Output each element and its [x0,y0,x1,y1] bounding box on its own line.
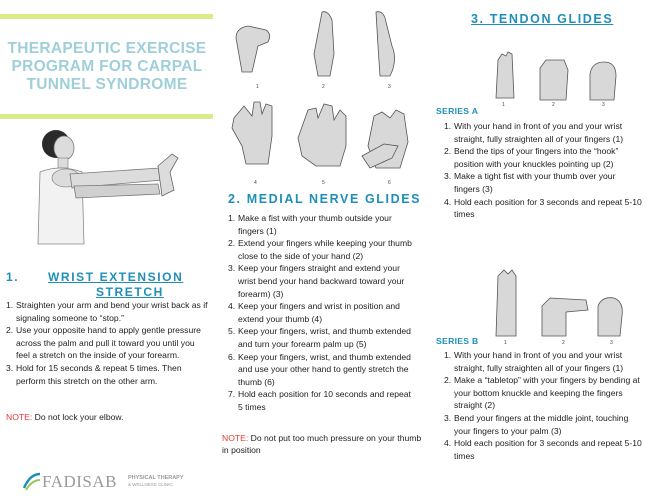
wrist-stretch-illustration [20,124,200,264]
logo-line1: PHYSICAL THERAPY [128,475,184,481]
logo-line2: & WELLNESS CLINIC [128,482,173,487]
image-label: 3 [602,102,605,108]
image-label: 2 [322,84,325,90]
hand-straight-icon [314,12,334,76]
image-label: 6 [388,180,391,186]
image-label: 3 [610,340,613,346]
list-item: 3. Make a tight fist with your thumb over your fingers (3) [444,171,616,194]
list-item: 1. Make a fist with your thumb outside your fingers (1) [228,213,392,236]
clinic-logo [20,470,210,494]
image-label: 3 [388,84,391,90]
hand-straight-icon [496,270,516,336]
series-b-steps [444,349,642,462]
image-label: 4 [254,180,257,186]
hand-thumb-extended-icon [232,102,272,164]
section1-number: 1. [6,270,20,284]
section2-note [222,432,422,456]
note-text: Do not lock your elbow. [34,412,124,422]
series-a-steps [444,120,642,221]
section1-note [6,411,211,423]
section1-steps [6,299,210,387]
series-b-label: SERIES B [436,336,479,346]
hand-curl-icon [598,298,622,336]
list-item: 3. Keep your fingers straight and extend your wrist bend your hand backward toward your forearm) (3) [228,263,405,299]
list-item: 7. Hold each position for 10 seconds and repeat 5 times [228,389,411,412]
hand-hook-icon [540,60,568,100]
hand-wrist-extended-icon [376,12,395,76]
image-label: 2 [552,102,555,108]
list-item: 5. Keep your fingers, wrist, and thumb extended and turn your forearm palm up (5) [228,326,411,349]
list-item: 3. Bend your fingers at the middle joint, touching your fingers to your palm (3) [444,412,629,436]
image-label: 1 [502,102,505,108]
image-label: 1 [504,340,507,346]
list-item: 2. Make a “tabletop” with your fingers by bending at your bottom knuckle and keeping the fingers straight (2) [444,375,640,411]
section2-steps [228,212,418,414]
section1-heading-line2: STRETCH [96,285,164,299]
image-label: 5 [322,180,325,186]
logo-mark-icon [20,470,42,492]
series-a-images [492,48,622,108]
list-item: 1. With your hand in front of you and your wrist straight, fully straighten all of your fingers (1) [444,121,624,144]
list-item: 2. Bend the tips of your fingers into the “hook” position with your knuckles pointing up (2) [444,146,619,169]
list-item: 4. Keep your fingers and wrist in position and extend your thumb (4) [228,301,400,324]
list-item: 2. Use your opposite hand to apply gentle pressure across the palm and pull it toward you until you feel a stretch on the inside of your forearm. [6,325,201,361]
section3-heading: 3. TENDON GLIDES [471,12,614,26]
section1-heading-line1: WRIST EXTENSION [48,270,184,284]
top-rule [0,14,213,19]
section2-heading: 2. MEDIAL NERVE GLIDES [228,192,422,206]
list-item: 2. Extend your fingers while keeping your thumb close to the side of your hand (2) [228,238,412,261]
title-rule [0,114,213,119]
list-item: 3. Hold for 15 seconds & repeat 5 times. Then perform this stretch on the other arm. [6,362,182,386]
hand-tabletop-icon [542,298,588,336]
hand-fist-icon [590,62,616,100]
list-item: 1. With your hand in front of you and your wrist straight, fully straighten all of your fingers (1) [444,350,624,373]
hand-palm-up-icon [298,104,346,166]
list-item: 6. Keep your fingers, wrist, and thumb extended and use your other hand to gently stretch the thumb (6) [228,351,411,387]
image-label: 1 [256,84,259,90]
median-nerve-glides-images [222,6,422,186]
hand-fist-icon [236,26,270,72]
page-title: THERAPEUTIC EXERCISE PROGRAM FOR CARPAL TUNNEL SYNDROME [7,40,207,93]
series-a-label: SERIES A [436,106,479,116]
note-label: NOTE: [6,412,33,422]
list-item: 4. Hold each position for 3 seconds and repeat 5-10 times [444,196,642,220]
series-b-images [486,266,626,346]
image-label: 2 [562,340,565,346]
logo-name: FADISAB [42,472,117,491]
note-label: NOTE: [222,433,249,443]
list-item: 4. Hold each position for 3 seconds and repeat 5-10 times [444,438,642,461]
note-text: Do not put too much pressure on your thumb in position [222,433,422,455]
list-item: 1. Straighten your arm and bend your wrist back as if signaling someone to “stop.” [6,300,208,323]
hand-straight-icon [496,52,514,98]
hand-thumb-stretch-icon [362,110,408,168]
